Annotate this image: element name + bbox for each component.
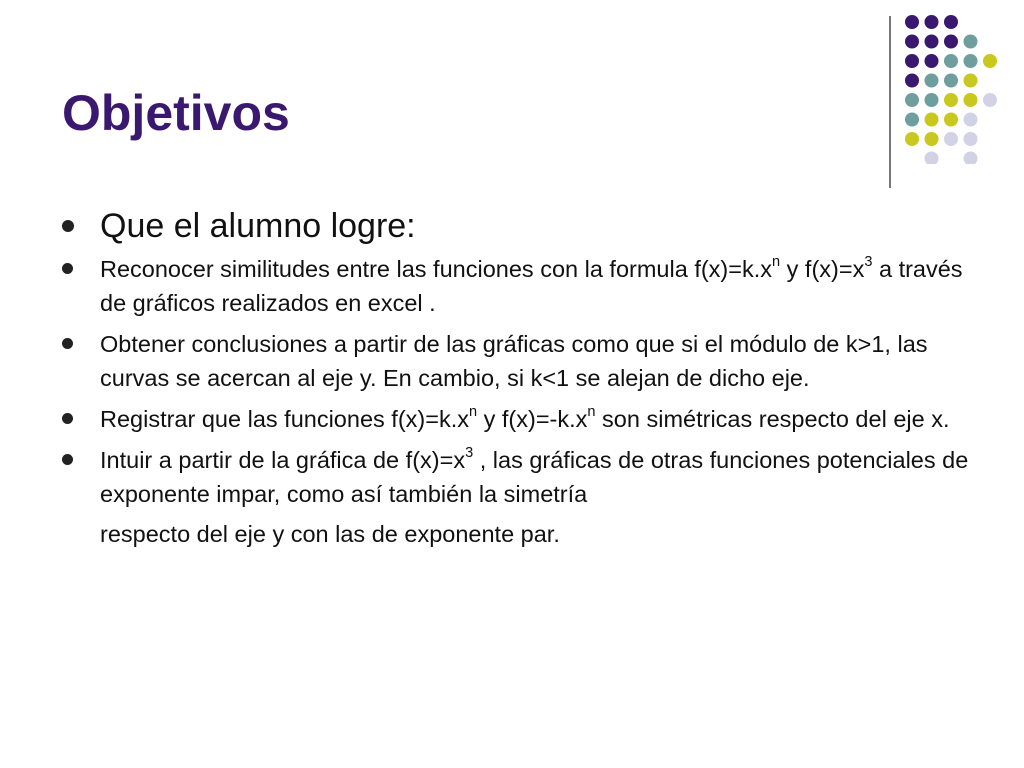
- bullet-text: Reconocer similitudes entre las funciones con la formula f(x)=k.x: [100, 256, 772, 282]
- decorative-dot: [964, 132, 978, 146]
- bullet-text: a través de gráficos realizados en excel .: [100, 256, 963, 316]
- slide-title: Objetivos: [62, 85, 290, 141]
- decorative-dot: [944, 132, 958, 146]
- decorative-dot: [964, 152, 978, 165]
- bullet-marker: [62, 454, 73, 465]
- bullet-text: son simétricas respecto del eje x.: [595, 406, 950, 432]
- bullet-marker: [62, 263, 73, 274]
- decorative-dot: [925, 74, 939, 88]
- bullet-text: respecto del eje y con las de exponente par.: [100, 521, 560, 547]
- bullet-text: y f(x)=-k.x: [477, 406, 588, 432]
- decorative-dot: [905, 74, 919, 88]
- decorative-dot: [905, 93, 919, 107]
- superscript: n: [468, 404, 478, 421]
- bullet-marker: [62, 338, 73, 349]
- bullet-text: Registrar que las funciones f(x)=k.x: [100, 406, 469, 432]
- superscript: n: [772, 254, 781, 271]
- dot-grid-graphic: [904, 14, 1009, 164]
- decorative-dot: [905, 54, 919, 68]
- bullet-item-recognize: [62, 252, 992, 320]
- superscript: 3: [465, 445, 474, 462]
- decorative-dot: [925, 15, 939, 29]
- bullet-heading-text: Que el alumno logre:: [100, 207, 416, 245]
- decorative-dot: [905, 35, 919, 49]
- decorative-dot: [905, 15, 919, 29]
- decorative-dot: [925, 152, 939, 165]
- decorative-dot: [964, 35, 978, 49]
- decorative-dot: [964, 74, 978, 88]
- bullet-item-intuition: [62, 443, 992, 557]
- bullet-marker: [62, 413, 73, 424]
- decorative-dot: [925, 35, 939, 49]
- decorative-dot: [944, 15, 958, 29]
- bullet-text: , las gráficas de otras funciones potenciales de exponente impar, como así también la simetría: [100, 447, 969, 507]
- decorative-dot: [905, 113, 919, 127]
- bullet-text: y f(x)=x: [780, 256, 865, 282]
- decorative-dot: [925, 93, 939, 107]
- decorative-dot: [964, 113, 978, 127]
- bullet-text: Intuir a partir de la gráfica de f(x)=x: [100, 447, 466, 473]
- decorative-dot: [925, 54, 939, 68]
- decorative-dot: [944, 113, 958, 127]
- bullet-list: [62, 204, 992, 564]
- decorative-dot: [944, 35, 958, 49]
- decorative-dot: [964, 54, 978, 68]
- bullet-item-conclusions: [62, 327, 992, 395]
- decorative-dot: [925, 113, 939, 127]
- decorative-dot-grid: [904, 14, 1009, 164]
- decorative-dot: [983, 93, 997, 107]
- decorative-dot: [964, 93, 978, 107]
- decorative-dot: [925, 132, 939, 146]
- bullet-text: Obtener conclusiones a partir de las gráficas como que si el módulo de k>1, las curvas se acercan al eje y. En cambio, si k<1 se alejan de dicho eje.: [100, 331, 928, 391]
- bullet-marker: [62, 220, 74, 232]
- vertical-divider: [889, 16, 891, 188]
- decorative-dot: [905, 132, 919, 146]
- superscript: n: [587, 404, 596, 421]
- decorative-dot: [944, 93, 958, 107]
- decorative-dot: [944, 74, 958, 88]
- superscript: 3: [864, 254, 873, 271]
- bullet-item-symmetry: [62, 402, 992, 436]
- decorative-dot: [944, 54, 958, 68]
- decorative-dot: [983, 54, 997, 68]
- bullet-heading: [62, 204, 992, 248]
